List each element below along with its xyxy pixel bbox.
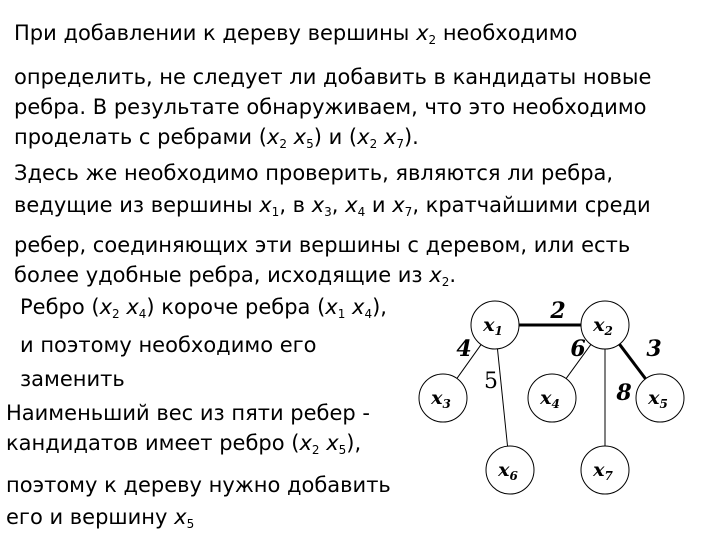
text: .: [449, 263, 457, 287]
var: x: [416, 21, 429, 45]
var: x: [99, 295, 113, 319]
var: x: [429, 263, 442, 287]
var: x: [286, 125, 307, 149]
var: x: [311, 193, 325, 217]
text: и поэтому необходимо его: [20, 333, 317, 357]
subscript: 2: [311, 443, 320, 457]
subscript: 5: [306, 137, 314, 151]
text: ) и (: [313, 125, 358, 149]
subscript: 1: [271, 205, 280, 219]
edge-weight-x2-x7: 8: [616, 380, 632, 406]
text: необходимо: [436, 21, 578, 45]
subscript: 2: [369, 137, 378, 151]
subscript: 5: [338, 443, 347, 457]
subscript: 1: [337, 307, 346, 321]
text: Ребро (: [20, 295, 100, 319]
subscript: 4: [138, 307, 147, 321]
node-x4: [528, 374, 576, 422]
node-x7: [581, 446, 629, 494]
subscript: 3: [324, 205, 332, 219]
edge-weight-x1-x2: 2: [550, 298, 566, 324]
text: кандидатов имеет ребро (: [6, 431, 300, 455]
edge-x1-x6: [497, 349, 507, 446]
text: его и вершину: [6, 505, 175, 529]
var: x: [345, 295, 365, 319]
text: , в: [279, 193, 312, 217]
subscript: 2: [279, 137, 287, 151]
edge-weight-x2-x5: 3: [646, 336, 662, 362]
text: Здесь же необходимо проверить, являются ли ребра,: [14, 161, 614, 185]
node-x3: [419, 374, 467, 422]
subscript: 2: [112, 307, 120, 321]
node-x6: [486, 446, 534, 494]
text: ),: [372, 295, 387, 319]
subscript: 2: [428, 33, 437, 47]
var: x: [266, 125, 280, 149]
text: ребер, соединяющих эти вершины с деревом, или есть: [14, 233, 631, 257]
var: x: [319, 431, 339, 455]
subscript: 5: [186, 517, 195, 531]
node-label: $x_4$: [540, 387, 560, 411]
text: ,: [331, 193, 346, 217]
text: Наименьший вес из пяти ребер -: [6, 401, 370, 425]
node-label: $x_1$: [483, 314, 503, 338]
text: ).: [403, 125, 419, 149]
text: поэтому к дереву нужно добавить: [6, 473, 391, 497]
node-x5: [636, 374, 684, 422]
text: При добавлении к дереву вершины: [14, 21, 417, 45]
text: ведущие из вершины: [14, 193, 260, 217]
text: ребра. В результате обнаруживаем, что это необходимо: [14, 95, 647, 119]
var: x: [392, 193, 405, 217]
subscript: 4: [364, 307, 373, 321]
node-x1: [471, 301, 519, 349]
subscript: 2: [441, 275, 450, 289]
var: x: [259, 193, 272, 217]
text: , кратчайшими среди: [412, 193, 651, 217]
edge-weight-x2-x4: 6: [570, 336, 586, 362]
node-label: $x_3$: [431, 387, 451, 411]
text: ) короче ребра (: [146, 295, 326, 319]
text: проделать с ребрами (: [14, 125, 267, 149]
var: x: [345, 193, 358, 217]
text: ),: [346, 431, 362, 455]
var: x: [377, 125, 397, 149]
subscript: 7: [404, 205, 413, 219]
var: x: [325, 295, 338, 319]
edge-weight-x1-x3: 4: [456, 336, 472, 362]
edge-x2-x5: [619, 344, 645, 379]
subscript: 4: [357, 205, 366, 219]
text: заменить: [20, 367, 125, 391]
node-label: $x_5$: [648, 387, 668, 411]
node-label: $x_7$: [593, 459, 613, 483]
var: x: [119, 295, 139, 319]
node-label: $x_2$: [593, 314, 613, 338]
var: x: [299, 431, 312, 455]
edge-weight-x1-x6: 5: [484, 369, 498, 394]
text: определить, не следует ли добавить в кандидаты новые: [14, 65, 652, 89]
subscript: 7: [396, 137, 404, 151]
text: более удобные ребра, исходящие из: [14, 263, 430, 287]
var: x: [357, 125, 370, 149]
node-label: $x_6$: [498, 459, 518, 483]
var: x: [174, 505, 187, 529]
nodes: [419, 301, 684, 494]
text: и: [365, 193, 393, 217]
node-x2: [581, 301, 629, 349]
